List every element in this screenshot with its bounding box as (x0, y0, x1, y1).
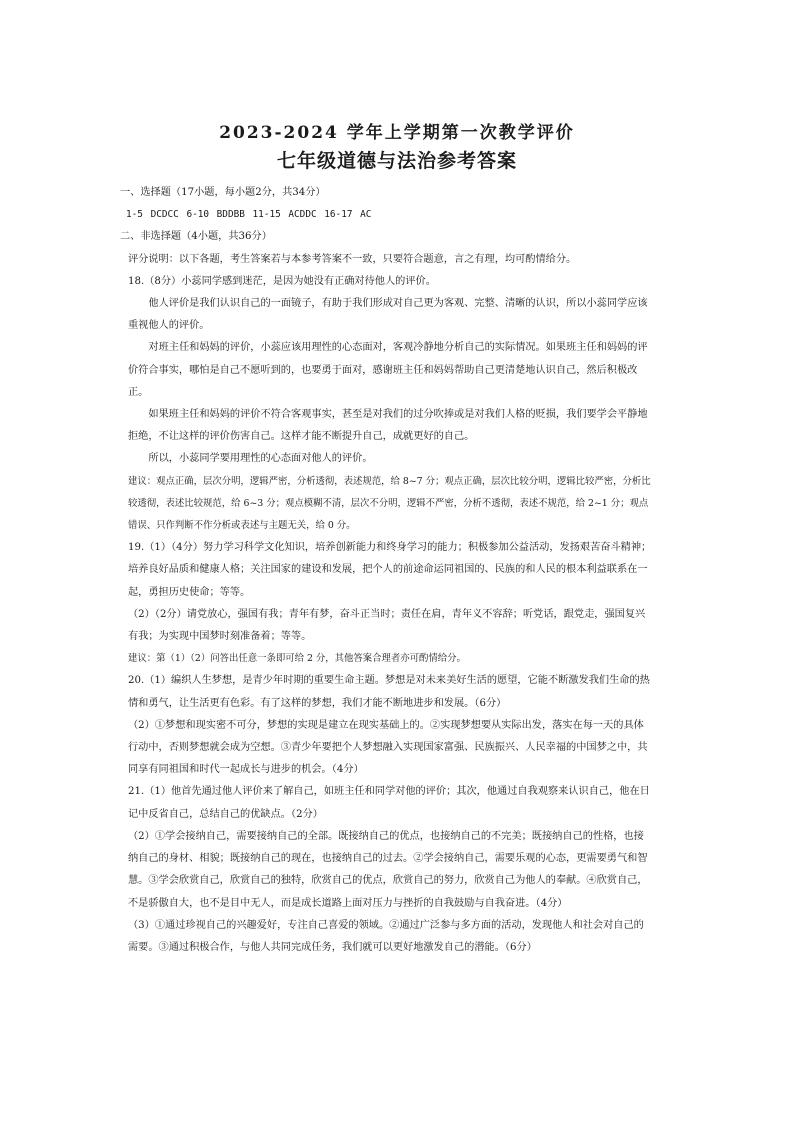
q19-part1: 19.（1）（4分）努力学习科学文化知识，培养创新能力和终身学习的能力；积极参加公益活动，发扬艰苦奋斗精神；培养良好品质和健康人格；关注国家的建设和发展，把个人的前途命运同祖国的、民族的和人民的根本利益联系在一起，勇担历史使命；等等。 (128, 542, 652, 598)
q18-paragraph: 所以，小蕊同学要用理性的心态面对他人的评价。 (148, 453, 373, 465)
section1-heading: 一、选择题（17小题，每小题2分，共34分） (120, 187, 326, 198)
answer-content (122, 182, 654, 959)
q18-paragraph: 他人评价是我们认识自己的一面镜子，有助于我们形成对自己更为客观、完整、清晰的认识，所以小蕊同学应该重视他人的评价。 (128, 298, 648, 332)
q20-part1: 20.（1）编织人生梦想，是青少年时期的重要生命主题。梦想是对未来美好生活的愿望，它能不断激发我们生命的热情和勇气，让生活更有色彩。有了这样的梦想，我们才能不断地进步和发展。（6分） (128, 675, 650, 709)
q21-part3: （3）①通过珍视自己的兴趣爱好，专注自己喜爱的领域。②通过广泛参与多方面的活动，发现他人和社会对自己的需要。③通过积极合作，与他人共同完成任务，我们就可以更好地激发自己的潜能。（6分） (128, 919, 644, 953)
exam-title: 2023-2024 学年上学期第一次教学评价 (219, 123, 575, 143)
q18-paragraph: 对班主任和妈妈的评价，小蕊应该用理性的心态面对，客观冷静地分析自己的实际情况。如果班主任和妈妈的评价符合事实，哪怕是自己不愿听到的，也要勇于面对，感谢班主任和妈妈帮助自己更清楚地认识自己，然后积极改正。 (128, 342, 648, 398)
q19-part2: （2）（2分）请党放心，强国有我；青年有梦，奋斗正当时；责任在肩，青年义不容辞；听党话，跟党走，强国复兴有我；为实现中国梦时刻准备着；等等。 (128, 608, 646, 643)
q19-scoring-suggestion: 建议：第（1）（2）问答出任意一条即可给 2 分，其他答案合理者亦可酌情给分。 (128, 653, 466, 665)
q21-part1: 21.（1）他首先通过他人评价来了解自己，如班主任和同学对他的评价；其次，他通过自我观察来认识自己，他在日记中反省自己，总结自己的优缺点。（2分） (128, 786, 650, 820)
section2-heading: 二、非选择题（4小题，共36分） (120, 231, 272, 243)
answer-key-title: 七年级道德与法治参考答案 (276, 150, 517, 172)
q18-answer: 18.（8分）小蕊同学感到迷茫，是因为她没有正确对待他人的评价。 (128, 275, 436, 287)
scoring-note: 评分说明：以下各题，考生答案若与本参考答案不一致，只要符合题意，言之有理，均可酌情给分。 (128, 253, 577, 265)
q18-paragraph: 如果班主任和妈妈的评价不符合客观事实，甚至是对我们的过分吹捧或是对我们人格的贬损，我们要学会平静地拒绝，不让这样的评价伤害自己。这样才能不断提升自己，成就更好的自己。 (128, 409, 648, 443)
q18-scoring-suggestion: 建议：观点正确，层次分明，逻辑严密，分析透彻，表述规范，给 8~7 分；观点正确，层次比较分明，逻辑比较严密，分析比较透彻，表述比较规范，给 6~3 分；观点模糊不清，层次不分明，逻辑不严密，分析不透彻，表述不规范，给 2~1 分；观点错误、只作判断不作分析或表述与主题无关，给 0 分。 (128, 475, 651, 532)
q21-part2: （2）①学会接纳自己，需要接纳自己的全部。既接纳自己的优点，也接纳自己的不完美；既接纳自己的性格，也接纳自己的身材、相貌；既接纳自己的现在，也接纳自己的过去。②学会接纳自己，需要乐观的心态，更需要勇气和智慧。③学会欣赏自己，欣赏自己的独特，欣赏自己的优点，欣赏自己的努力，欣赏自己为他人的奉献。④欣赏自己，不是骄傲自大，也不是目中无人，而是成长道路上面对压力与挫折的自我鼓励与自我奋进。（4分） (128, 830, 648, 909)
q20-part2: （2）①梦想和现实密不可分，梦想的实现是建立在现实基础上的。②实现梦想要从实际出发，落实在每一天的具体行动中，否则梦想就会成为空想。③青少年要把个人梦想融入实现国家富强、民族振兴、人民幸福的中国梦之中，共同享有同祖国和时代一起成长与进步的机会。（4分） (128, 719, 648, 776)
mcq-answers: 1-5 DCDCC 6-10 BDDBB 11-15 ACDDC 16-17 AC (126, 209, 372, 221)
